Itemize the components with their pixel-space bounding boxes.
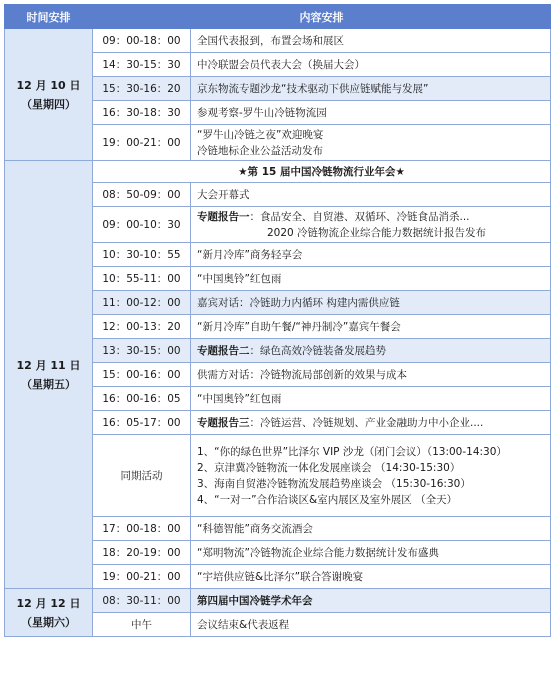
concurrent-events-label: 同期活动 [93, 435, 191, 517]
report-title: 专题报告三 [197, 417, 250, 429]
time-cell: 中午 [93, 613, 191, 637]
content-cell: 嘉宾对话：冷链助力内循环 构建内需供应链 [191, 291, 551, 315]
content-cell [191, 125, 551, 161]
table-row [5, 161, 551, 183]
content-cell: “新月冷库”商务轻享会 [191, 243, 551, 267]
content-line: 2020 冷链物流企业综合能力数据统计报告发布 [267, 226, 487, 239]
list-item: 4、“一对一”合作洽谈区&室内展区及室外展区 （全天） [197, 493, 458, 506]
time-cell: 10：55-11：00 [93, 267, 191, 291]
schedule-table [4, 4, 551, 637]
date-label: 12 月 10 日 [16, 78, 81, 92]
content-line: 冷链地标企业公益活动发布 [197, 144, 323, 157]
content-cell [191, 411, 551, 435]
list-item: 1、“你的绿色世界”比泽尔 VIP 沙龙（闭门会议）（13:00-14:30） [197, 445, 507, 458]
time-cell: 11：00-12：00 [93, 291, 191, 315]
date-cell-day2 [5, 161, 93, 589]
report-topics: ：冷链运营、冷链规划、产业金融助力中小企业.... [249, 417, 484, 429]
report-topics: ：绿色高效冷链装备发展趋势 [249, 345, 386, 357]
content-cell: “宇培供应链&比泽尔”联合答谢晚宴 [191, 565, 551, 589]
content-cell: 全国代表报到，布置会场和展区 [191, 29, 551, 53]
report-topics: ：食品安全、自贸港、双循环、冷链食品消杀... [249, 210, 470, 223]
weekday-label: （星期五） [21, 377, 76, 391]
content-cell [191, 207, 551, 243]
weekday-label: （星期六） [21, 615, 76, 629]
content-cell: “中国奥铃”红包雨 [191, 267, 551, 291]
content-cell: 供需方对话：冷链物流局部创新的效果与成本 [191, 363, 551, 387]
list-item: 3、海南自贸港冷链物流发展趋势座谈会 （15:30-16:30） [197, 477, 471, 490]
content-column-header: 内容安排 [93, 5, 551, 29]
content-cell: 参观考察-罗牛山冷链物流园 [191, 101, 551, 125]
time-cell: 15：00-16：00 [93, 363, 191, 387]
table-row [5, 29, 551, 53]
report-title: 专题报告一 [197, 210, 250, 223]
content-line: “罗牛山冷链之夜”欢迎晚宴 [197, 128, 324, 141]
content-cell: 第四届中国冷链学术年会 [191, 589, 551, 613]
time-cell: 09：00-18：00 [93, 29, 191, 53]
time-cell: 17：00-18：00 [93, 517, 191, 541]
table-row [5, 589, 551, 613]
content-cell: “新月冷库”自助午餐/“神丹制冷”嘉宾午餐会 [191, 315, 551, 339]
concurrent-events-cell [191, 435, 551, 517]
date-label: 12 月 12 日 [16, 596, 81, 610]
time-cell: 14：30-15：30 [93, 53, 191, 77]
time-cell: 12：00-13：20 [93, 315, 191, 339]
content-cell: 会议结束&代表返程 [191, 613, 551, 637]
time-cell: 16：00-16：05 [93, 387, 191, 411]
time-cell: 16：05-17：00 [93, 411, 191, 435]
content-cell: 京东物流专题沙龙“技术驱动下供应链赋能与发展” [191, 77, 551, 101]
content-cell: 中冷联盟会员代表大会（换届大会） [191, 53, 551, 77]
content-cell: “中国奥铃”红包雨 [191, 387, 551, 411]
date-cell-day3 [5, 589, 93, 637]
time-cell: 13：30-15：00 [93, 339, 191, 363]
time-cell: 18：20-19：00 [93, 541, 191, 565]
time-cell: 08：50-09：00 [93, 183, 191, 207]
list-item: 2、京津冀冷链物流一体化发展座谈会 （14:30-15:30） [197, 461, 461, 474]
time-cell: 08：30-11：00 [93, 589, 191, 613]
time-cell: 16：30-18：30 [93, 101, 191, 125]
time-cell: 19：00-21：00 [93, 565, 191, 589]
content-cell: 大会开幕式 [191, 183, 551, 207]
time-cell: 15：30-16：20 [93, 77, 191, 101]
weekday-label: （星期四） [21, 97, 76, 111]
report-title: 专题报告二 [197, 345, 250, 357]
time-cell: 19：00-21：00 [93, 125, 191, 161]
header-row [5, 5, 551, 29]
content-cell [191, 339, 551, 363]
content-cell: “郑明物流”冷链物流企业综合能力数据统计发布盛典 [191, 541, 551, 565]
time-cell: 10：30-10：55 [93, 243, 191, 267]
date-label: 12 月 11 日 [16, 358, 81, 372]
content-line [197, 209, 550, 225]
time-cell: 09：00-10：30 [93, 207, 191, 243]
annual-meeting-banner: ★第 15 届中国冷链物流行业年会★ [93, 161, 551, 183]
time-column-header: 时间安排 [5, 5, 93, 29]
date-cell-day1 [5, 29, 93, 161]
content-cell: “科德智能”商务交流酒会 [191, 517, 551, 541]
